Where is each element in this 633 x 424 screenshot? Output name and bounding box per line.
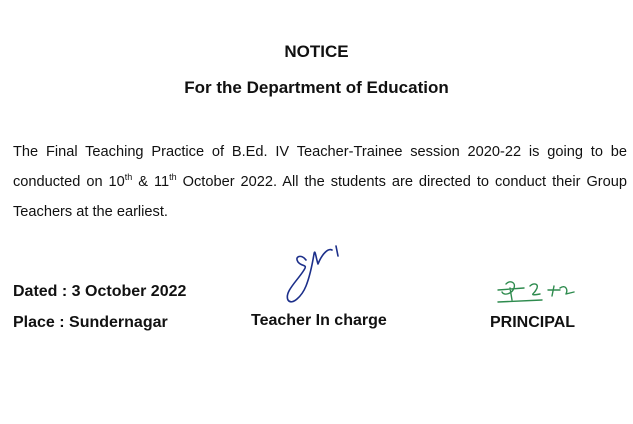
principal-label: PRINCIPAL: [490, 314, 576, 331]
ordinal-suffix-2: th: [169, 172, 177, 183]
body-text-part1: The Final Teaching Practice of B.Ed. IV Teacher-Trainee session 2020-22 is going to be conducted on 10: [13, 144, 627, 190]
notice-subtitle: For the Department of Education: [184, 78, 449, 97]
body-text-part3: October 2022. All the students are directed to conduct their Group Teachers at the earliest.: [13, 174, 628, 220]
ordinal-suffix-1: th: [124, 172, 133, 183]
dated-line: Dated : 3 October 2022: [13, 283, 187, 300]
teacher-signature: [278, 240, 358, 310]
notice-body: [13, 137, 627, 227]
notice-title: NOTICE: [284, 42, 349, 61]
teacher-in-charge-label: Teacher In charge: [251, 312, 387, 329]
teacher-signature-stroke: [287, 246, 338, 302]
place-line: Place : Sundernagar: [13, 314, 168, 331]
principal-signature-stroke: [498, 282, 574, 302]
body-text-part2: & 11: [132, 174, 170, 190]
principal-signature: [494, 276, 594, 312]
